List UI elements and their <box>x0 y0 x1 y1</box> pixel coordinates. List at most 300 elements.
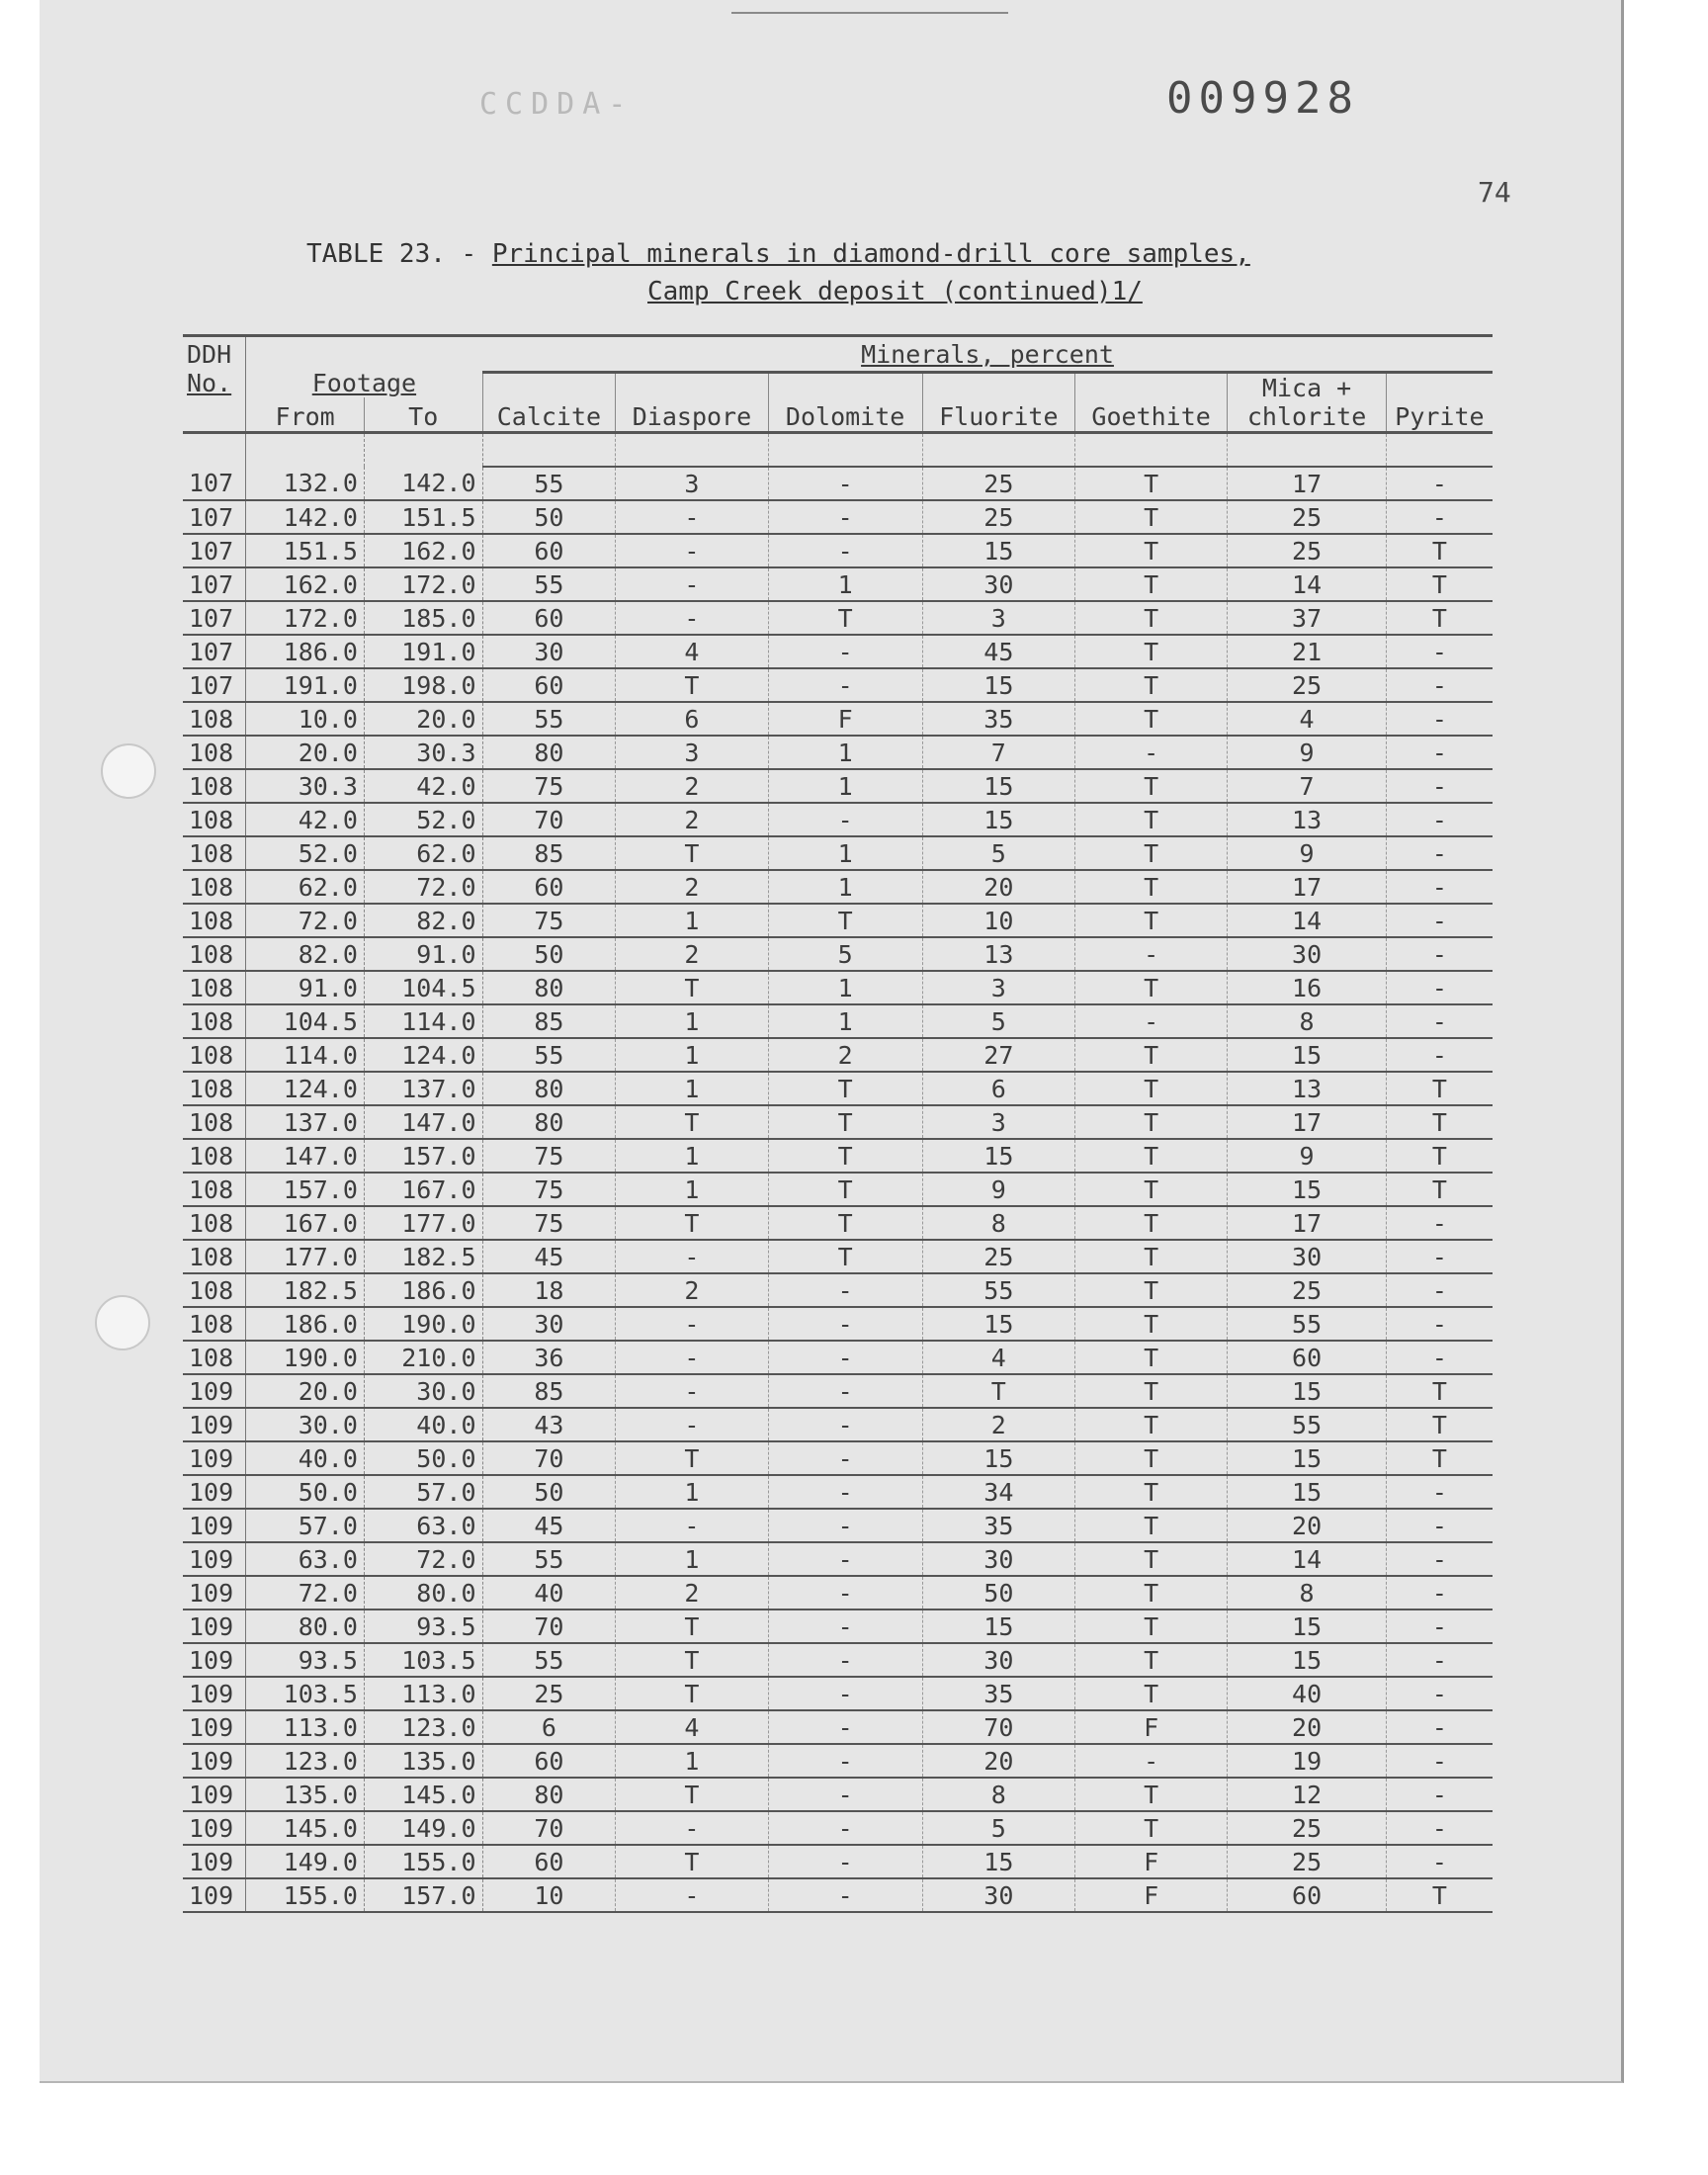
diaspore-cell: 2 <box>616 1576 768 1610</box>
from-cell: 190.0 <box>246 1341 365 1374</box>
fluorite-cell: 8 <box>922 1778 1074 1811</box>
diaspore-cell: 1 <box>616 1542 768 1576</box>
mica-chlorite-cell: 12 <box>1228 1778 1387 1811</box>
calcite-cell: 70 <box>482 1811 616 1845</box>
table-row <box>183 1542 1493 1576</box>
goethite-cell: T <box>1074 1374 1227 1408</box>
diaspore-cell: T <box>616 1105 768 1139</box>
fluorite-cell: 15 <box>922 668 1074 702</box>
dolomite-cell: 2 <box>768 1038 922 1072</box>
dolomite-cell: - <box>768 1307 922 1341</box>
spacer-row <box>183 433 1493 468</box>
pyrite-cell: - <box>1386 1576 1493 1610</box>
calcite-cell: 50 <box>482 1475 616 1509</box>
table-row <box>183 1878 1493 1912</box>
fluorite-cell: 25 <box>922 467 1074 500</box>
from-cell: 142.0 <box>246 500 365 534</box>
from-cell: 30.0 <box>246 1408 365 1441</box>
dolomite-cell: - <box>768 467 922 500</box>
calcite-cell: 60 <box>482 870 616 904</box>
fluorite-cell: 30 <box>922 1643 1074 1677</box>
diaspore-cell: 1 <box>616 1139 768 1173</box>
dolomite-cell: 1 <box>768 1004 922 1038</box>
ddh-cell: 109 <box>183 1744 246 1778</box>
from-cell: 186.0 <box>246 635 365 668</box>
mica-chlorite-cell: 30 <box>1228 1240 1387 1273</box>
goethite-cell: F <box>1074 1878 1227 1912</box>
dolomite-cell: T <box>768 1105 922 1139</box>
mica-chlorite-cell: 37 <box>1228 601 1387 635</box>
diaspore-cell: 1 <box>616 1744 768 1778</box>
minerals-header: Minerals, percent <box>482 336 1493 373</box>
from-cell: 80.0 <box>246 1610 365 1643</box>
fluorite-cell: 15 <box>922 1610 1074 1643</box>
dolomite-cell: F <box>768 702 922 736</box>
mica-chlorite-cell: 14 <box>1228 904 1387 937</box>
mica-chlorite-cell: 8 <box>1228 1576 1387 1610</box>
pyrite-cell: - <box>1386 803 1493 836</box>
to-cell: 191.0 <box>364 635 482 668</box>
diaspore-cell: 1 <box>616 904 768 937</box>
pyrite-cell: - <box>1386 702 1493 736</box>
ddh-cell: 108 <box>183 971 246 1004</box>
goethite-cell: T <box>1074 467 1227 500</box>
goethite-cell: T <box>1074 1072 1227 1105</box>
calcite-cell: 43 <box>482 1408 616 1441</box>
ddh-cell: 108 <box>183 1206 246 1240</box>
table-row <box>183 1643 1493 1677</box>
from-cell: 172.0 <box>246 601 365 635</box>
mica-chlorite-cell: 15 <box>1228 1643 1387 1677</box>
mica-chlorite-cell: 15 <box>1228 1610 1387 1643</box>
calcite-cell: 80 <box>482 1072 616 1105</box>
calcite-cell: 85 <box>482 836 616 870</box>
pyrite-cell: - <box>1386 736 1493 769</box>
from-cell: 123.0 <box>246 1744 365 1778</box>
fluorite-cell: 13 <box>922 937 1074 971</box>
calcite-cell: 40 <box>482 1576 616 1610</box>
diaspore-cell: - <box>616 1509 768 1542</box>
diaspore-cell: - <box>616 534 768 567</box>
pyrite-cell: - <box>1386 1811 1493 1845</box>
table-row <box>183 567 1493 601</box>
table-row <box>183 1408 1493 1441</box>
dolomite-cell: - <box>768 534 922 567</box>
from-cell: 177.0 <box>246 1240 365 1273</box>
dolomite-cell: T <box>768 904 922 937</box>
from-cell: 124.0 <box>246 1072 365 1105</box>
goethite-cell: T <box>1074 1576 1227 1610</box>
mica-chlorite-cell: 25 <box>1228 500 1387 534</box>
to-cell: 72.0 <box>364 870 482 904</box>
goethite-cell: T <box>1074 803 1227 836</box>
to-cell: 62.0 <box>364 836 482 870</box>
table-row <box>183 1004 1493 1038</box>
table-row <box>183 1744 1493 1778</box>
calcite-cell: 85 <box>482 1004 616 1038</box>
dolomite-cell: - <box>768 803 922 836</box>
from-cell: 151.5 <box>246 534 365 567</box>
dolomite-cell: - <box>768 1677 922 1710</box>
to-cell: 52.0 <box>364 803 482 836</box>
goethite-cell: T <box>1074 1206 1227 1240</box>
pyrite-cell: T <box>1386 1878 1493 1912</box>
dolomite-cell: 1 <box>768 567 922 601</box>
diaspore-cell: 1 <box>616 1038 768 1072</box>
mica-chlorite-cell: 25 <box>1228 534 1387 567</box>
ddh-cell: 107 <box>183 668 246 702</box>
from-cell: 50.0 <box>246 1475 365 1509</box>
from-cell: 182.5 <box>246 1273 365 1307</box>
pyrite-cell: - <box>1386 836 1493 870</box>
dolomite-cell: - <box>768 1643 922 1677</box>
table-title-line2: Camp Creek deposit (continued)1/ <box>647 277 1143 306</box>
from-cell: 135.0 <box>246 1778 365 1811</box>
fluorite-cell: 35 <box>922 702 1074 736</box>
goethite-cell: T <box>1074 668 1227 702</box>
dolomite-cell: - <box>768 1441 922 1475</box>
calcite-cell: 6 <box>482 1710 616 1744</box>
ddh-cell: 109 <box>183 1610 246 1643</box>
table-row <box>183 601 1493 635</box>
from-cell: 147.0 <box>246 1139 365 1173</box>
diaspore-cell: - <box>616 1374 768 1408</box>
diaspore-cell: T <box>616 1441 768 1475</box>
diaspore-cell: - <box>616 1408 768 1441</box>
from-cell: 155.0 <box>246 1878 365 1912</box>
diaspore-cell: - <box>616 567 768 601</box>
table-row <box>183 1441 1493 1475</box>
ddh-cell: 108 <box>183 736 246 769</box>
ddh-cell: 108 <box>183 1139 246 1173</box>
goethite-cell: T <box>1074 1139 1227 1173</box>
goethite-cell: T <box>1074 1643 1227 1677</box>
staple-mark <box>731 0 1008 14</box>
ddh-cell: 108 <box>183 870 246 904</box>
calcite-cell: 60 <box>482 1845 616 1878</box>
calcite-cell: 70 <box>482 803 616 836</box>
to-cell: 177.0 <box>364 1206 482 1240</box>
table-row <box>183 937 1493 971</box>
fluorite-cell: 27 <box>922 1038 1074 1072</box>
mica-chlorite-cell: 40 <box>1228 1677 1387 1710</box>
ddh-cell: 109 <box>183 1677 246 1710</box>
goethite-cell: - <box>1074 736 1227 769</box>
table-row <box>183 803 1493 836</box>
pyrite-cell: T <box>1386 567 1493 601</box>
table-row <box>183 1038 1493 1072</box>
mica-chlorite-cell: 17 <box>1228 1206 1387 1240</box>
goethite-cell: T <box>1074 1677 1227 1710</box>
to-cell: 172.0 <box>364 567 482 601</box>
fluorite-cell: 25 <box>922 500 1074 534</box>
to-cell: 157.0 <box>364 1878 482 1912</box>
mica-chlorite-cell: 15 <box>1228 1475 1387 1509</box>
calcite-header: Calcite <box>482 373 616 433</box>
goethite-cell: T <box>1074 1173 1227 1206</box>
dolomite-header: Dolomite <box>768 373 922 433</box>
calcite-cell: 75 <box>482 769 616 803</box>
from-cell: 30.3 <box>246 769 365 803</box>
diaspore-cell: T <box>616 1206 768 1240</box>
diaspore-cell: 1 <box>616 1072 768 1105</box>
diaspore-cell: 1 <box>616 1173 768 1206</box>
punch-hole <box>101 743 156 799</box>
from-cell: 167.0 <box>246 1206 365 1240</box>
goethite-cell: T <box>1074 702 1227 736</box>
table-row <box>183 1173 1493 1206</box>
to-cell: 186.0 <box>364 1273 482 1307</box>
to-cell: 93.5 <box>364 1610 482 1643</box>
calcite-cell: 85 <box>482 1374 616 1408</box>
mica-chlorite-cell: 17 <box>1228 870 1387 904</box>
ddh-cell: 108 <box>183 769 246 803</box>
to-cell: 162.0 <box>364 534 482 567</box>
to-cell: 80.0 <box>364 1576 482 1610</box>
table-row <box>183 702 1493 736</box>
mica-chlorite-cell: 9 <box>1228 736 1387 769</box>
diaspore-cell: 1 <box>616 1475 768 1509</box>
mica-chlorite-cell: 4 <box>1228 702 1387 736</box>
calcite-cell: 55 <box>482 1038 616 1072</box>
dolomite-cell: T <box>768 1139 922 1173</box>
from-cell: 114.0 <box>246 1038 365 1072</box>
to-cell: 157.0 <box>364 1139 482 1173</box>
table-title-line1: Principal minerals in diamond-drill core samples, <box>491 239 1250 269</box>
ddh-cell: 107 <box>183 601 246 635</box>
mica-chlorite-cell: 13 <box>1228 1072 1387 1105</box>
goethite-header: Goethite <box>1074 373 1227 433</box>
goethite-cell: F <box>1074 1845 1227 1878</box>
table-row <box>183 1475 1493 1509</box>
calcite-cell: 55 <box>482 702 616 736</box>
from-cell: 93.5 <box>246 1643 365 1677</box>
ddh-header-line1: DDH <box>187 340 232 369</box>
diaspore-cell: T <box>616 668 768 702</box>
pyrite-cell: - <box>1386 1778 1493 1811</box>
goethite-cell: T <box>1074 836 1227 870</box>
table-row <box>183 1845 1493 1878</box>
diaspore-cell: T <box>616 1845 768 1878</box>
diaspore-cell: 2 <box>616 769 768 803</box>
goethite-cell: T <box>1074 1273 1227 1307</box>
table-row <box>183 769 1493 803</box>
table-title-prefix: TABLE 23. - <box>306 239 492 269</box>
pyrite-cell: - <box>1386 1475 1493 1509</box>
fluorite-header: Fluorite <box>922 373 1074 433</box>
pyrite-cell: T <box>1386 1408 1493 1441</box>
to-cell: 57.0 <box>364 1475 482 1509</box>
pyrite-cell: - <box>1386 1273 1493 1307</box>
ddh-cell: 109 <box>183 1441 246 1475</box>
to-cell: 151.5 <box>364 500 482 534</box>
pyrite-cell: - <box>1386 1206 1493 1240</box>
ddh-cell: 107 <box>183 567 246 601</box>
ddh-cell: 109 <box>183 1845 246 1878</box>
table-row <box>183 668 1493 702</box>
fluorite-cell: 35 <box>922 1677 1074 1710</box>
calcite-cell: 55 <box>482 467 616 500</box>
dolomite-cell: - <box>768 1341 922 1374</box>
fluorite-cell: 15 <box>922 1845 1074 1878</box>
goethite-cell: T <box>1074 534 1227 567</box>
goethite-cell: T <box>1074 500 1227 534</box>
dolomite-cell: - <box>768 1374 922 1408</box>
mica-chlorite-cell: 20 <box>1228 1509 1387 1542</box>
pyrite-cell: - <box>1386 1307 1493 1341</box>
goethite-cell: T <box>1074 870 1227 904</box>
diaspore-cell: 2 <box>616 803 768 836</box>
to-cell: 182.5 <box>364 1240 482 1273</box>
from-cell: 62.0 <box>246 870 365 904</box>
calcite-cell: 36 <box>482 1341 616 1374</box>
from-cell: 10.0 <box>246 702 365 736</box>
fluorite-cell: 15 <box>922 1441 1074 1475</box>
pyrite-cell: - <box>1386 769 1493 803</box>
goethite-cell: T <box>1074 1509 1227 1542</box>
from-cell: 145.0 <box>246 1811 365 1845</box>
mica-chlorite-cell: 13 <box>1228 803 1387 836</box>
calcite-cell: 50 <box>482 937 616 971</box>
mica-chlorite-cell: 14 <box>1228 1542 1387 1576</box>
pyrite-cell: - <box>1386 1845 1493 1878</box>
table-row <box>183 1811 1493 1845</box>
to-cell: 124.0 <box>364 1038 482 1072</box>
goethite-cell: T <box>1074 567 1227 601</box>
ddh-cell: 108 <box>183 1341 246 1374</box>
ddh-cell: 108 <box>183 1173 246 1206</box>
from-cell: 162.0 <box>246 567 365 601</box>
document-number: 009928 <box>1166 73 1359 124</box>
diaspore-cell: 2 <box>616 1273 768 1307</box>
page-number: 74 <box>1478 176 1511 209</box>
pyrite-cell: - <box>1386 668 1493 702</box>
pyrite-cell: - <box>1386 904 1493 937</box>
calcite-cell: 75 <box>482 904 616 937</box>
to-cell: 147.0 <box>364 1105 482 1139</box>
mica-chlorite-cell: 60 <box>1228 1341 1387 1374</box>
pyrite-cell: - <box>1386 635 1493 668</box>
goethite-cell: T <box>1074 1542 1227 1576</box>
diaspore-cell: 1 <box>616 1004 768 1038</box>
from-header: From <box>246 397 365 433</box>
pyrite-cell: - <box>1386 1643 1493 1677</box>
ddh-cell: 109 <box>183 1710 246 1744</box>
diaspore-cell: 2 <box>616 937 768 971</box>
table-row <box>183 635 1493 668</box>
table-row <box>183 904 1493 937</box>
goethite-cell: T <box>1074 601 1227 635</box>
to-cell: 104.5 <box>364 971 482 1004</box>
calcite-cell: 55 <box>482 1643 616 1677</box>
table-title <box>306 235 1374 310</box>
fluorite-cell: 15 <box>922 1307 1074 1341</box>
to-cell: 190.0 <box>364 1307 482 1341</box>
pyrite-cell: T <box>1386 1072 1493 1105</box>
table-row <box>183 1273 1493 1307</box>
from-cell: 72.0 <box>246 1576 365 1610</box>
pyrite-cell: - <box>1386 1744 1493 1778</box>
from-cell: 20.0 <box>246 736 365 769</box>
ddh-cell: 109 <box>183 1475 246 1509</box>
pyrite-cell: - <box>1386 870 1493 904</box>
diaspore-cell: 4 <box>616 1710 768 1744</box>
dolomite-cell: 1 <box>768 971 922 1004</box>
fluorite-cell: 5 <box>922 1811 1074 1845</box>
to-cell: 40.0 <box>364 1408 482 1441</box>
table-row <box>183 1072 1493 1105</box>
table-row <box>183 1341 1493 1374</box>
fluorite-cell: 4 <box>922 1341 1074 1374</box>
dolomite-cell: T <box>768 1240 922 1273</box>
goethite-cell: T <box>1074 1341 1227 1374</box>
from-cell: 191.0 <box>246 668 365 702</box>
dolomite-cell: - <box>768 1408 922 1441</box>
mica-chlorite-cell: 21 <box>1228 635 1387 668</box>
from-cell: 40.0 <box>246 1441 365 1475</box>
diaspore-header: Diaspore <box>616 373 768 433</box>
dolomite-cell: - <box>768 1878 922 1912</box>
pyrite-cell: - <box>1386 1038 1493 1072</box>
to-cell: 63.0 <box>364 1509 482 1542</box>
calcite-cell: 80 <box>482 1105 616 1139</box>
pyrite-cell: T <box>1386 1173 1493 1206</box>
diaspore-cell: T <box>616 836 768 870</box>
calcite-cell: 30 <box>482 1307 616 1341</box>
diaspore-cell: - <box>616 1240 768 1273</box>
fluorite-cell: 35 <box>922 1509 1074 1542</box>
calcite-cell: 60 <box>482 1744 616 1778</box>
calcite-cell: 75 <box>482 1139 616 1173</box>
ddh-header-line2: No. <box>187 369 232 397</box>
fluorite-cell: 5 <box>922 836 1074 870</box>
goethite-cell: T <box>1074 635 1227 668</box>
diaspore-cell: - <box>616 1307 768 1341</box>
mica-chlorite-cell: 60 <box>1228 1878 1387 1912</box>
from-cell: 132.0 <box>246 467 365 500</box>
to-cell: 149.0 <box>364 1811 482 1845</box>
pyrite-cell: T <box>1386 1441 1493 1475</box>
from-cell: 137.0 <box>246 1105 365 1139</box>
fluorite-cell: 50 <box>922 1576 1074 1610</box>
fluorite-cell: 70 <box>922 1710 1074 1744</box>
calcite-cell: 55 <box>482 567 616 601</box>
mica-chlorite-cell: 30 <box>1228 937 1387 971</box>
goethite-cell: T <box>1074 1038 1227 1072</box>
mica-chlorite-cell: 15 <box>1228 1374 1387 1408</box>
from-cell: 42.0 <box>246 803 365 836</box>
mica-chlorite-header <box>1228 373 1387 433</box>
minerals-table-body <box>183 433 1493 1913</box>
diaspore-cell: T <box>616 1778 768 1811</box>
ddh-cell: 109 <box>183 1576 246 1610</box>
pyrite-cell: - <box>1386 1240 1493 1273</box>
pyrite-cell: - <box>1386 1710 1493 1744</box>
from-cell: 103.5 <box>246 1677 365 1710</box>
to-cell: 91.0 <box>364 937 482 971</box>
fluorite-cell: 7 <box>922 736 1074 769</box>
ddh-cell: 109 <box>183 1643 246 1677</box>
table-row <box>183 500 1493 534</box>
mica-chlorite-cell: 9 <box>1228 1139 1387 1173</box>
diaspore-cell: - <box>616 1341 768 1374</box>
fluorite-cell: 15 <box>922 769 1074 803</box>
to-cell: 123.0 <box>364 1710 482 1744</box>
table-row <box>183 1139 1493 1173</box>
mica-chlorite-cell: 16 <box>1228 971 1387 1004</box>
goethite-cell: T <box>1074 1811 1227 1845</box>
pyrite-header: Pyrite <box>1386 373 1493 433</box>
